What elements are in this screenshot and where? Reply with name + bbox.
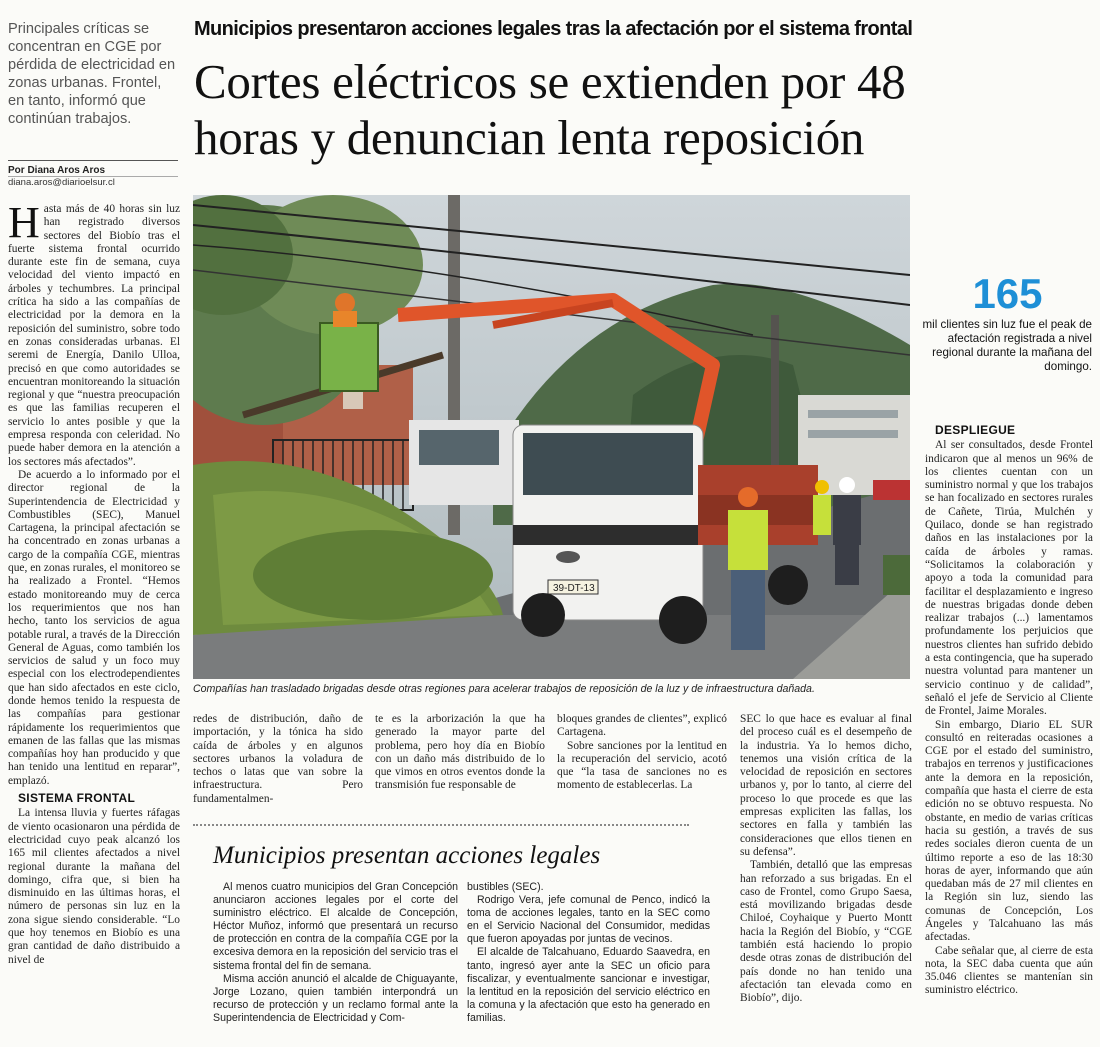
truck-plate: 39-DT-13	[553, 583, 595, 594]
paragraph-text: asta más de 40 horas sin luz han registrado diversos sectores del Biobío tras el fuerte sistema frontal ocurrido durante este fin de semana, cuya velocidad del viento impactó en árboles y techumbres. La principal crítica ha sido a las compañías de electricidad por la demora en la reposición del suministro, sobre todo en zonas consideradas urbanas. El seremi de Energía, Danilo Ulloa, precisó en que como autoridades se encuentran monitoreando la situación regional y que “nuestra preocupación es que las familias recuperen el servicio lo antes posible y que la empresa responda con celeridad. No puede haber demora en la atención a los sectores más afectados”.	[8, 203, 180, 468]
byline: Por Diana Aros Aros	[8, 165, 106, 176]
photo-illustration	[193, 195, 910, 679]
photo-caption: Compañías han trasladado brigadas desde otras regiones para acelerar trabajos de reposición de la luz y de infraestructura dañada.	[193, 683, 815, 695]
paragraph: Sobre sanciones por la lentitud en la recuperación del servicio, acotó que “la tasa de sanciones no es momento de establecerlas. La	[557, 739, 727, 792]
paragraph: redes de distribución, daño de importación, y la tónica ha sido caída de árboles y en algunos sectores urbanos la voladura de techos o latas que van sobre la infraestructura. Pero fundamentalmen-	[193, 713, 363, 805]
headline-line-2: horas y denuncian lenta reposición	[194, 110, 865, 165]
box-column-1	[213, 881, 458, 1025]
article-column-3	[375, 713, 545, 793]
article-column-5	[740, 713, 912, 1006]
paragraph: bloques grandes de clientes”, explicó Cartagena.	[557, 713, 727, 739]
paragraph: La intensa lluvia y fuertes ráfagas de viento ocasionaron una pérdida de electricidad cuyo peak alcanzó los 165 mil clientes afectados a nivel regional durante la mañana del domingo, cifra que, si bien ha disminuido en las últimas horas, el número de personas sin luz en la zona sigue siendo considerable. “Lo que hoy tenemos en Biobío es una gran cantidad de daño distribuido a nivel de	[8, 807, 180, 966]
headline	[194, 54, 1094, 166]
article-column-1	[8, 198, 180, 967]
box-title: Municipios presentan acciones legales	[213, 842, 601, 869]
paragraph: También, detalló que las empresas han reforzado a sus brigadas. En el caso de Frontel, como Grupo Saesa, está movilizando brigadas desde Chiloé, Coyhaique y Puerto Montt hacia la Región del Biobío, y “CGE también está haciendo lo propio desde otras zonas de distribución del país donde no han tenido una afectación tan elevada como en Biobío”, dijo.	[740, 859, 912, 1005]
author-email[interactable]: diana.aros@diarioelsur.cl	[8, 177, 115, 188]
paragraph: SEC lo que hace es evaluar al final del proceso cuál es el desempeño de la industria. Ya lo hemos dicho, tenemos una visión crítica de la velocidad de reposición en sectores urbanos y, por lo tanto, al cierre del proceso lo que procede es que las empresas expliciten las fallas, los sectores en falla y también las consideraciones que ellos tienen en su defensa”.	[740, 713, 912, 858]
paragraph: Cabe señalar que, al cierre de esta nota, la SEC daba cuenta que aún 35.046 clientes se mantenían sin suministro eléctrico.	[925, 944, 1093, 997]
paragraph: Rodrigo Vera, jefe comunal de Penco, indicó la toma de acciones legales, tanto en la SEC como en el Servicio Nacional del Consumidor, medidas que fueron apoyadas por juntas de vecinos.	[467, 894, 710, 946]
article-column-2	[193, 713, 363, 806]
headline-line-1: Cortes eléctricos se extienden por 48	[194, 54, 906, 109]
subheading-sistema-frontal: SISTEMA FRONTAL	[18, 791, 136, 806]
paragraph: Al menos cuatro municipios del Gran Concepción anunciaron acciones legales por el corte del suministro eléctrico. El alcalde de Concepción, Héctor Muñoz, informó que presentará un recurso de protección en contra de la compañía CGE por la excesiva demora en la reposición del servicio tras el sistema frontal del fin de semana.	[213, 881, 458, 972]
box-column-2	[467, 881, 710, 1025]
paragraph: El alcalde de Talcahuano, Eduardo Saavedra, en tanto, ingresó ayer ante la SEC un oficio para fiscalizar, y eventualmente sancionar e investigar, la lentitud en la reposición del servicio eléctrico en la comuna y la afectación que esto ha generado en familias.	[467, 946, 710, 1024]
paragraph: Al ser consultados, desde Frontel indicaron que al menos un 96% de los clientes cuentan con un suministro normal y que los trabajos se han focalizado en sectores rurales de Cañete, Tirúa, Mulchén y Quilaco, donde se han registrado daños en las instalaciones por la caída de árboles y ramas. “Solicitamos la colaboración y apoyo a toda la comunidad para facilitar el desplazamiento e ingreso de nuestras brigadas donde deben realizar trabajos (...) lamentamos profundamente los perjuicios que nuestros clientes han sufrido debido a esta contingencia, que ha superado nuestra voluntad para mantener un servicio continuo y de calidad”, señaló el jefe de Servicio al Cliente de Frontel, Jaime Morales.	[925, 439, 1093, 718]
news-photo	[193, 195, 910, 679]
paragraph: De acuerdo a lo informado por el director regional de la Superintendencia de Electricidad y Combustibles (SEC), Manuel Cartagena, la principal afectación se ha concentrado en zonas urbanas a cargo de la compañía CGE, mientras que, en zonas rurales, el monitoreo se ha realizado a Frontel. “Hemos estado monitoreando muy de cerca los requerimientos que nos han hecho, tanto los servicios de agua potable rural, a través de la Dirección General de Aguas, como también los servicios de salud y un foco muy especial con los electrodependientes que han sido afectados en este ciclo, donde hemos tenido la respuesta de las compañías para gestionar rápidamente los requerimientos que emanen de las fallas que las mismas compañías hoy han producido y que han tenido una lentitud en reparar”, emplazó.	[8, 468, 180, 787]
stat-text: mil clientes sin luz fue el peak de afectación registrada a nivel regional durante la mañana del domingo.	[922, 318, 1092, 373]
kicker: Municipios presentaron acciones legales tras la afectación por el sistema frontal	[194, 18, 913, 40]
stat-number: 165	[972, 270, 1043, 317]
article-column-6	[925, 424, 1093, 998]
article-column-4	[557, 713, 727, 793]
article-lede: Principales críticas se concentran en CGE por pérdida de electricidad en zonas urbanas. Frontel, en tanto, informó que continúan trabajos.	[8, 21, 176, 127]
paragraph: Misma acción anunció el alcalde de Chiguayante, Jorge Lozano, quien también interpondrá un recurso de protección y un reclamo formal ante la Superintendencia de Electricidad y Com-	[213, 972, 458, 1024]
subheading-despliegue: DESPLIEGUE	[935, 423, 1016, 437]
drop-cap: H	[8, 198, 40, 247]
paragraph: bustibles (SEC).	[467, 881, 544, 893]
paragraph: te es la arborización la que ha generado la mayor parte del problema, pero hoy día en Biobío con un daño más distribuido de lo que vimos en otros eventos donde la transmisión fue responsable de	[375, 713, 545, 792]
paragraph	[8, 198, 180, 469]
lede-divider	[8, 160, 178, 161]
box-divider	[193, 824, 689, 826]
paragraph: Sin embargo, Diario EL SUR consultó en reiteradas ocasiones a CGE por el estado del suministro, trabajos en terrenos y justificaciones ante la demora en la reposición, compañía que hasta el cierre de esta edición no se obtuvo respuesta. No obstante, en medio de varias críticas hacia su gestión, a través de sus redes sociales dieron cuenta de un último reporte a eso de las 18:30 horas de ayer, informando que aún quedaban más de 27 mil clientes en la Región sin luz, siendo las comunas de Concepción, Los Ángeles y Talcahuano las más afectadas.	[925, 718, 1093, 944]
